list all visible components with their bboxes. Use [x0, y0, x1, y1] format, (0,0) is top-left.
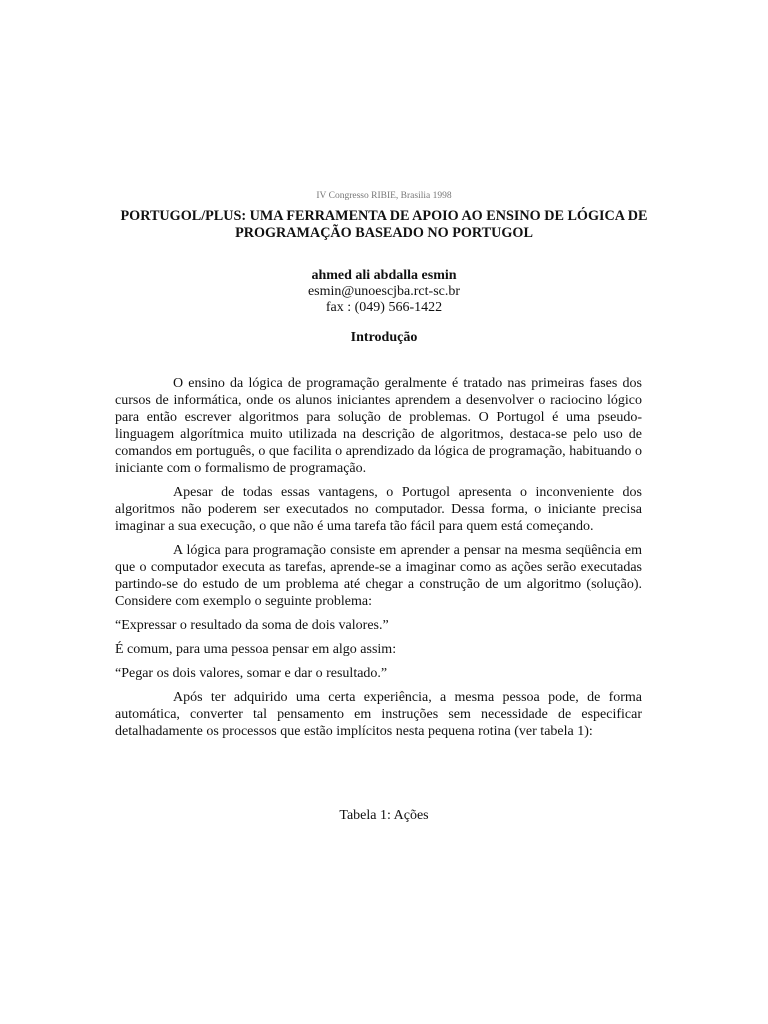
quote-2: “Pegar os dois valores, somar e dar o resultado.” — [115, 666, 388, 681]
paragraph-4: É comum, para uma pessoa pensar em algo assim: — [115, 642, 397, 657]
paragraph-1: O ensino da lógica de programação geralmente é tratado nas primeiras fases dos cursos de informática, onde os alunos iniciantes aprendem a desenvolver o raciocino lógico para então escrever algoritmos para solução de problemas. O Portugol é uma pseudo-linguagem algorítmica muito utilizada na descrição de algoritmos, destaca-se pelo uso de comandos em português, o que facilita o aprendizado da lógica de programação, habituando o iniciante com o formalismo de programação. — [115, 376, 642, 476]
quote-1: “Expressar o resultado da soma de dois valores.” — [115, 618, 389, 633]
running-head: IV Congresso RIBIE, Brasilia 1998 — [316, 191, 452, 201]
author-block — [0, 268, 768, 316]
body-text — [115, 375, 642, 747]
author-name: ahmed ali abdalla esmin — [311, 268, 457, 283]
author-email: esmin@unoescjba.rct-sc.br — [307, 284, 461, 299]
paragraph-2: Apesar de todas essas vantagens, o Portugol apresenta o inconveniente dos algoritmos não poderem ser executados no computador. Dessa forma, o iniciante precisa imaginar a sua execução, o que não é uma tarefa tão fácil para quem está começando. — [115, 485, 642, 534]
paragraph-5: Após ter adquirido uma certa experiência, a mesma pessoa pode, de forma automática, converter tal pensamento em instruções sem necessidade de especificar detalhadamente os processos que estão implícitos nesta pequena rotina (ver tabela 1): — [115, 690, 642, 739]
paper-title: PORTUGOL/PLUS: UMA FERRAMENTA DE APOIO AO ENSINO DE LÓGICA DE PROGRAMAÇÃO BASEADO NO PORTUGOL — [120, 208, 648, 241]
paragraph-3: A lógica para programação consiste em aprender a pensar na mesma seqüência em que o computador executa as tarefas, aprende-se a imaginar como as ações serão executadas partindo-se do estudo de um problema até chegar a construção de um algoritmo (solução). Considere com exemplo o seguinte problema: — [115, 543, 642, 609]
section-heading: Introdução — [350, 330, 418, 345]
author-fax: fax : (049) 566-1422 — [325, 300, 443, 315]
table-caption: Tabela 1: Ações — [339, 808, 429, 823]
